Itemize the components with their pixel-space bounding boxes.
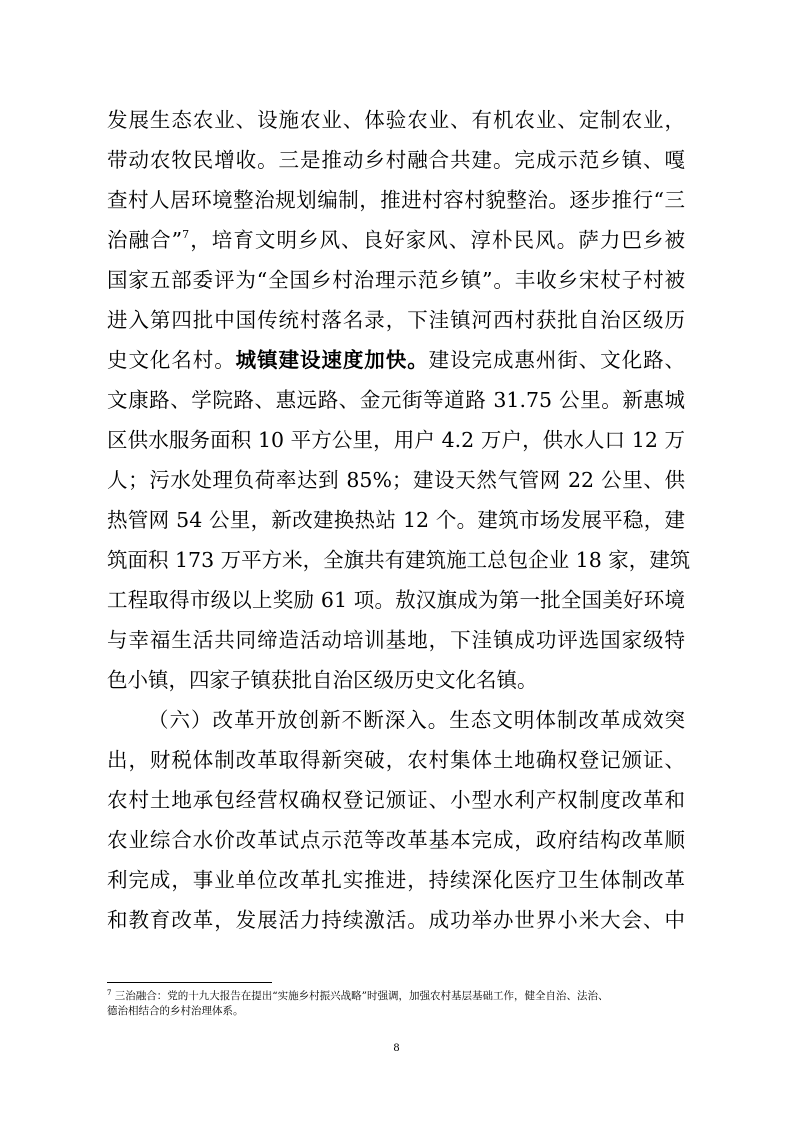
footnote-line-2: 德治相结合的乡村治理体系。 [107, 1005, 244, 1017]
body-line-21: 和教育改革，发展活力持续激活。成功举办世界小米大会、中 [107, 908, 685, 932]
body-line-11: 热管网 54 公里，新改建换热站 12 个。建筑市场发展平稳，建 [107, 508, 685, 532]
body-line-16: （六）改革开放创新不断深入。生态文明体制改革成效突 [148, 708, 685, 732]
body-line-12: 筑面积 173 万平方米，全旗共有建筑施工总包企业 18 家，建筑 [107, 548, 691, 572]
body-line-8: 文康路、学院路、惠远路、金元街等道路 31.75 公里。新惠城 [107, 388, 685, 412]
body-line-20: 利完成，事业单位改革扎实推进，持续深化医疗卫生体制改革 [107, 868, 685, 892]
footnote-number: 7 [107, 989, 112, 997]
body-line-7: 史文化名村。城镇建设速度加快。建设完成惠州街、文化路、 [107, 348, 686, 372]
footnote-ref-7: 7 [182, 228, 190, 241]
body-line-13: 工程取得市级以上奖励 61 项。敖汉旗成为第一批全国美好环境 [107, 588, 685, 612]
body-line-17: 出，财税体制改革取得新突破，农村集体土地确权登记颁证、 [107, 748, 685, 772]
body-line-3: 查村人居环境整治规划编制，推进村容村貌整治。逐步推行“三 [107, 188, 685, 212]
body-line-4: 治融合”$^7$，培育文明乡风、良好家风、淳朴民风。萨力巴乡被 [107, 228, 685, 252]
page-number: 8 [393, 1040, 400, 1054]
body-line-9: 区供水服务面积 10 平方公里，用户 4.2 万户，供水人口 12 万 [107, 428, 685, 452]
body-line-6: 进入第四批中国传统村落名录，下洼镇河西村获批自治区级历 [107, 308, 685, 332]
section-heading-urban-construction: 城镇建设速度加快。 [235, 348, 429, 372]
body-line-14: 与幸福生活共同缔造活动培训基地，下洼镇成功评选国家级特 [107, 628, 685, 652]
body-line-10: 人；污水处理负荷率达到 85%；建设天然气管网 22 公里、供 [107, 468, 685, 492]
body-line-18: 农村土地承包经营权确权登记颁证、小型水利产权制度改革和 [107, 788, 685, 812]
footnote-line-1: $^7$ 三治融合：党的十九大报告在提出“实施乡村振兴战略”时强调，加强农村基层基础工作，健全自治、法治、 [107, 989, 609, 1002]
body-line-1: 发展生态农业、设施农业、体验农业、有机农业、定制农业， [107, 108, 685, 132]
body-line-5: 国家五部委评为“全国乡村治理示范乡镇”。丰收乡宋杖子村被 [107, 268, 685, 292]
body-line-15: 色小镇，四家子镇获批自治区级历史文化名镇。 [107, 668, 538, 692]
footnote-separator [107, 982, 272, 983]
body-line-19: 农业综合水价改革试点示范等改革基本完成，政府结构改革顺 [107, 828, 685, 852]
body-line-2: 带动农牧民增收。三是推动乡村融合共建。完成示范乡镇、嘎 [107, 148, 685, 172]
